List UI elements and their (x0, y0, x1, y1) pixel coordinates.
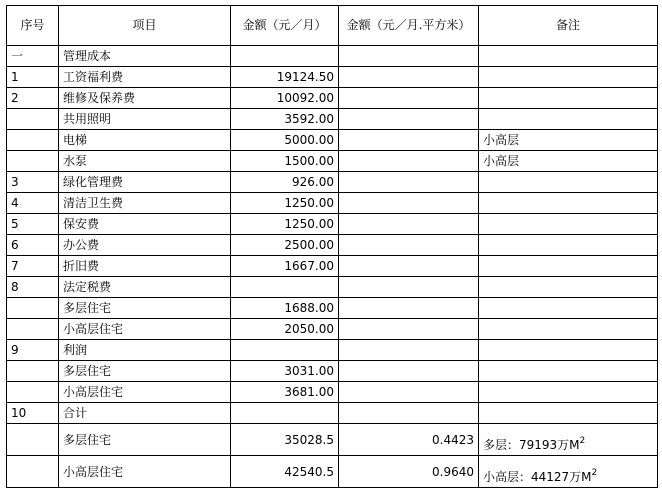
row-note-cell (479, 277, 658, 298)
row-note-cell (479, 193, 658, 214)
row-note-cell (479, 424, 658, 456)
header-seq: 序号 (7, 6, 59, 46)
row-per-sqm-cell (339, 130, 479, 151)
table-row (7, 109, 658, 130)
area-unit-superscript: 2 (579, 436, 586, 446)
row-amount-cell: 2500.00 (231, 235, 339, 256)
row-item-cell: 管理成本 (59, 46, 231, 67)
row-note-cell (479, 256, 658, 277)
table-row (7, 130, 658, 151)
row-amount-cell (231, 277, 339, 298)
row-seq-cell (7, 382, 59, 403)
row-item-cell: 合计 (59, 403, 231, 424)
row-per-sqm-cell: 0.4423 (339, 424, 479, 456)
row-amount-cell: 10092.00 (231, 88, 339, 109)
row-amount-cell: 3681.00 (231, 382, 339, 403)
header-note: 备注 (479, 6, 658, 46)
row-seq-cell (7, 130, 59, 151)
row-seq-cell (7, 424, 59, 456)
table-row (7, 277, 658, 298)
row-seq-cell: 7 (7, 256, 59, 277)
table-row (7, 214, 658, 235)
row-per-sqm-cell (339, 277, 479, 298)
row-amount-cell: 5000.00 (231, 130, 339, 151)
row-item-cell: 水泵 (59, 151, 231, 172)
row-item-cell: 清洁卫生费 (59, 193, 231, 214)
row-per-sqm-cell (339, 235, 479, 256)
row-seq-cell: 一 (7, 46, 59, 67)
total-row (7, 424, 658, 456)
row-item-cell: 小高层住宅 (59, 456, 231, 488)
table-row (7, 67, 658, 88)
row-amount-cell: 926.00 (231, 172, 339, 193)
row-amount-cell: 1250.00 (231, 214, 339, 235)
row-item-cell: 折旧费 (59, 256, 231, 277)
row-amount-cell (231, 403, 339, 424)
row-amount-cell: 35028.5 (231, 424, 339, 456)
row-seq-cell: 3 (7, 172, 59, 193)
row-note-cell (479, 67, 658, 88)
row-seq-cell (7, 361, 59, 382)
row-amount-cell: 1500.00 (231, 151, 339, 172)
table-row (7, 403, 658, 424)
row-item-cell: 办公费 (59, 235, 231, 256)
row-amount-cell: 1688.00 (231, 298, 339, 319)
row-amount-cell: 3592.00 (231, 109, 339, 130)
table-row (7, 172, 658, 193)
row-per-sqm-cell (339, 403, 479, 424)
row-amount-cell: 19124.50 (231, 67, 339, 88)
table-row (7, 235, 658, 256)
total-row (7, 456, 658, 488)
row-item-cell: 电梯 (59, 130, 231, 151)
header-amount: 金额（元／月） (231, 6, 339, 46)
row-note-cell (479, 361, 658, 382)
row-item-cell: 共用照明 (59, 109, 231, 130)
row-note-cell (479, 382, 658, 403)
row-item-cell: 绿化管理费 (59, 172, 231, 193)
table-row (7, 298, 658, 319)
row-per-sqm-cell (339, 67, 479, 88)
row-note-cell (479, 214, 658, 235)
row-item-cell: 工资福利费 (59, 67, 231, 88)
row-item-cell: 多层住宅 (59, 361, 231, 382)
row-seq-cell: 8 (7, 277, 59, 298)
row-item-cell: 保安费 (59, 214, 231, 235)
row-seq-cell (7, 298, 59, 319)
row-per-sqm-cell (339, 172, 479, 193)
row-per-sqm-cell: 0.9640 (339, 456, 479, 488)
row-amount-cell: 42540.5 (231, 456, 339, 488)
table-row (7, 340, 658, 361)
row-note-cell (479, 172, 658, 193)
row-amount-cell (231, 46, 339, 67)
row-per-sqm-cell (339, 46, 479, 67)
row-per-sqm-cell (339, 361, 479, 382)
row-per-sqm-cell (339, 151, 479, 172)
table-row (7, 256, 658, 277)
row-item-cell: 多层住宅 (59, 424, 231, 456)
table-row (7, 193, 658, 214)
row-amount-cell: 3031.00 (231, 361, 339, 382)
table-row (7, 46, 658, 67)
row-seq-cell: 1 (7, 67, 59, 88)
table-row (7, 88, 658, 109)
row-note-cell: 小高层 (479, 130, 658, 151)
table-body (7, 46, 658, 488)
row-seq-cell (7, 151, 59, 172)
area-note: 多层：79193万M (483, 438, 580, 452)
row-seq-cell (7, 109, 59, 130)
row-per-sqm-cell (339, 298, 479, 319)
row-amount-cell (231, 340, 339, 361)
row-item-cell: 多层住宅 (59, 298, 231, 319)
header-item: 项目 (59, 6, 231, 46)
area-unit-superscript: 2 (591, 468, 598, 478)
row-note-cell: 小高层 (479, 151, 658, 172)
row-per-sqm-cell (339, 193, 479, 214)
row-per-sqm-cell (339, 382, 479, 403)
row-per-sqm-cell (339, 340, 479, 361)
row-item-cell: 利润 (59, 340, 231, 361)
row-seq-cell (7, 319, 59, 340)
row-amount-cell: 1250.00 (231, 193, 339, 214)
header-per-sqm: 金额（元／月.平方米） (339, 6, 479, 46)
row-item-cell: 维修及保养费 (59, 88, 231, 109)
table-row (7, 361, 658, 382)
header-row (7, 6, 658, 46)
table-row (7, 151, 658, 172)
row-seq-cell: 5 (7, 214, 59, 235)
row-note-cell (479, 456, 658, 488)
row-item-cell: 法定税费 (59, 277, 231, 298)
row-amount-cell: 1667.00 (231, 256, 339, 277)
row-note-cell (479, 109, 658, 130)
area-note: 小高层：44127万M (483, 470, 592, 484)
row-per-sqm-cell (339, 319, 479, 340)
row-seq-cell: 10 (7, 403, 59, 424)
cost-table (6, 5, 658, 488)
row-amount-cell: 2050.00 (231, 319, 339, 340)
table-row (7, 319, 658, 340)
table-row (7, 382, 658, 403)
row-seq-cell: 2 (7, 88, 59, 109)
row-note-cell (479, 46, 658, 67)
row-seq-cell: 4 (7, 193, 59, 214)
row-note-cell (479, 340, 658, 361)
row-note-cell (479, 403, 658, 424)
row-seq-cell: 6 (7, 235, 59, 256)
row-item-cell: 小高层住宅 (59, 319, 231, 340)
row-note-cell (479, 298, 658, 319)
row-item-cell: 小高层住宅 (59, 382, 231, 403)
row-per-sqm-cell (339, 88, 479, 109)
row-note-cell (479, 319, 658, 340)
row-per-sqm-cell (339, 256, 479, 277)
row-note-cell (479, 235, 658, 256)
row-seq-cell: 9 (7, 340, 59, 361)
row-seq-cell (7, 456, 59, 488)
row-per-sqm-cell (339, 214, 479, 235)
row-note-cell (479, 88, 658, 109)
row-per-sqm-cell (339, 109, 479, 130)
